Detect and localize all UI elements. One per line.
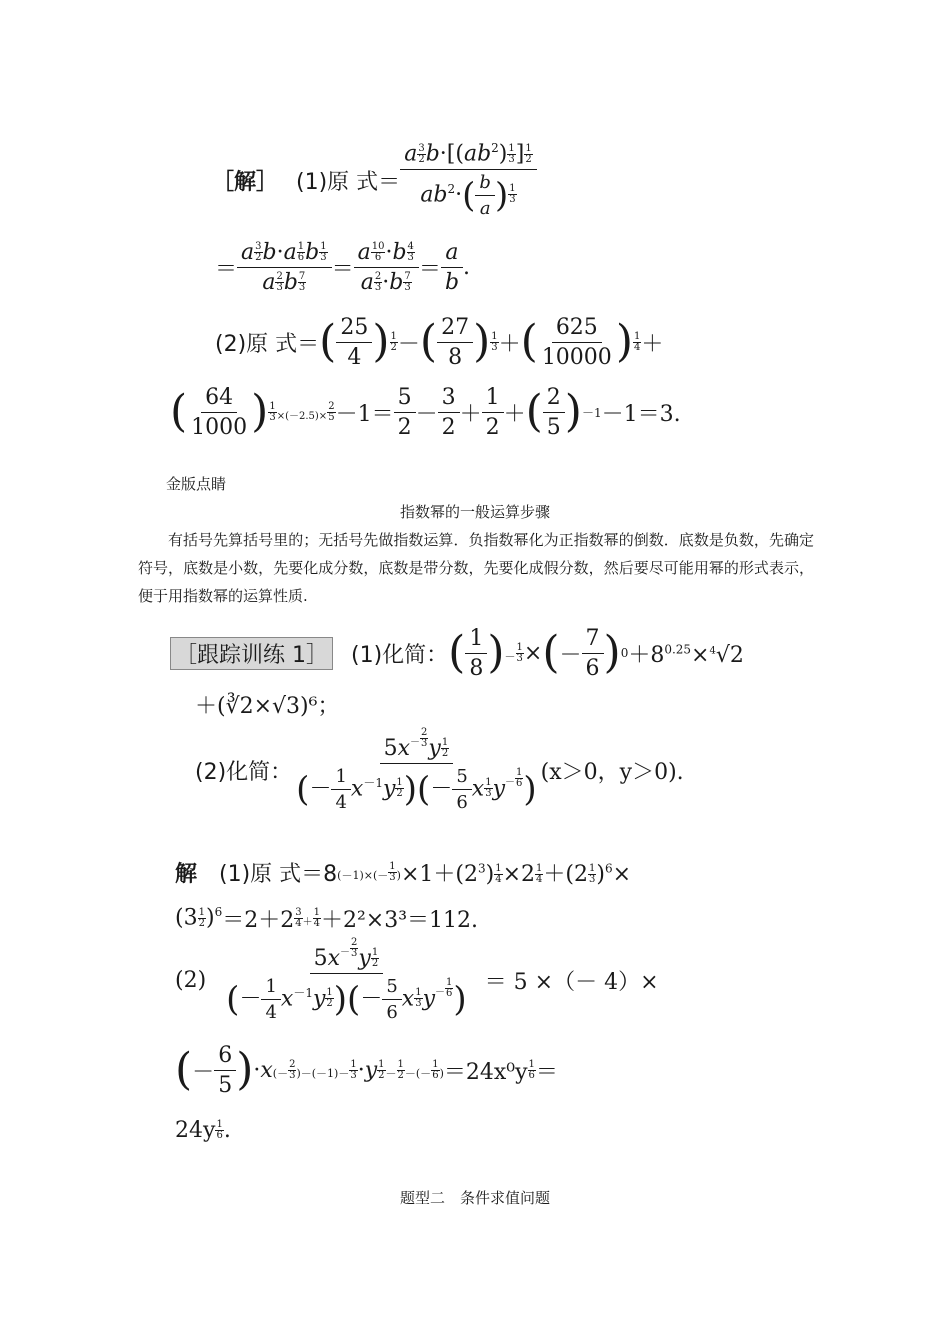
exercise-label: ［跟踪训练 1］	[170, 637, 333, 670]
fraction-step2: a $\frac{3}{2}$ b·a $\frac{1}{6}$ b $\frac{1}{3}$ a $\frac{2}{3}$ b $\frac{7}{3}$	[237, 240, 332, 295]
solution2-eq24: ＝24x⁰y	[443, 1059, 528, 1085]
solution2-line1: 解 (1)原 式＝8 (－1)×(－ $\frac{1}{3}$ ) $\times 1+(2^3)$ $\frac{1}{4}$ ×2 $\frac{1}{4}$ ＋(2 $\frac{1}{3}$ )$^6$×	[175, 852, 631, 892]
solution1-line3: (2)原 式＝ ( $\frac{25}{4}$ ) 1 2 － ( $\frac{27}{8}$ ) 1 3 ＋ ( $\frac{625}{10000}$ ) 1 4 ＋	[215, 314, 664, 370]
part2-label: (2)原 式＝	[215, 331, 320, 357]
fraction-step3: a $\frac{10}{6}$ ·b $\frac{4}{3}$ a $\frac{2}{3}$ ·b $\frac{7}{3}$	[354, 240, 419, 295]
equals-sign: ＝	[331, 256, 354, 282]
solution2-fraction: $5x^{- \frac{2}{3}}$ y $\frac{1}{2}$ (－ $\frac{1}{4}$ $x^{-1}y$ $\frac{1}{2}$ )(－ $\frac{5}{6}$ x $\frac{1}{3}$ $y^{- \frac{1}{6}}$ )	[226, 936, 467, 1023]
solution1-line2	[215, 232, 470, 302]
part1-label: (1)原 式＝	[296, 169, 401, 195]
solution2-line1-text: (1)原 式＝8	[219, 861, 338, 887]
tip-title: 指数幂的一般运算步骤	[399, 503, 550, 521]
solution2-part2-label: (2)	[175, 967, 207, 993]
equals-sign: ＝	[418, 256, 441, 282]
tip-paragraph: 有括号先算括号里的；无括号先做指数运算．负指数幂化为正指数幂的倒数．底数是负数，先确定符号，底数是小数，先要化成分数，底数是带分数，先要化成假分数，然后要尽可能用幂的形式表示，便于用指数幂的运算性质.	[138, 531, 814, 605]
exercise-part2: (2)化简：	[195, 759, 293, 785]
solution2-line4: ( － $\frac{6}{5}$ ) ·x (－ $\frac{2}{3}$ )－(－1)－ $\frac{1}{3}$ ·y $\frac{1}{2}$ － $\frac{1}{2}$ －(－ $\frac{1}{6}$ ) ＝24x⁰y 1 6 ＝	[175, 1042, 558, 1098]
exercise-fraction: $5x^{- \frac{2}{3}}$ y $\frac{1}{2}$ (－ $\frac{1}{4}$ $x^{-1}y$ $\frac{1}{2}$ )(－ $\frac{5}{6}$ x $\frac{1}{3}$ $y^{- \frac{1}{6}}$ )	[296, 726, 537, 813]
fraction-result: $\frac{a}{b}$	[441, 240, 463, 295]
equals-sign: ＝	[215, 256, 238, 282]
part2-minus-one: －1＝	[335, 401, 394, 427]
solution2-line2-end: ＋2²×3³＝112.	[320, 907, 479, 933]
solution2-line5: 24y 1 6 .	[175, 1117, 231, 1143]
exercise-line2: ＋(∛2×√3)⁶；	[195, 693, 340, 719]
solution1-line1	[212, 140, 537, 220]
solution2-line3	[175, 936, 659, 1023]
final-result: －1＝3.	[601, 401, 681, 427]
solution2-last: 24y	[175, 1117, 216, 1143]
tip-heading: 金版点睛	[166, 475, 227, 493]
solution2-line2: (3 $\frac{1}{2}$ )$^6$ ＝2＋2 $\frac{3}{4}$ ＋ $\frac{1}{4}$ ＋2²×3³＝112.	[175, 898, 478, 938]
solution-bracket-label: ［解］	[212, 169, 279, 195]
solution2-part2-rhs: ＝ 5 ×（－ 4）×	[484, 969, 659, 995]
solution2-label: 解	[175, 861, 198, 887]
exercise-condition: (x＞0，y＞0).	[540, 759, 684, 785]
exercise-line3	[195, 726, 684, 813]
exercise-line1: ［跟踪训练 1］ (1)化简： ( $\frac{1}{8}$ ) － $\frac{1}{3}$ × ( － $\frac{7}{6}$ ) 0 $+8^{0.25}\times^4√2$	[170, 625, 744, 681]
period: .	[463, 254, 471, 280]
exercise-part1: (1)化简：	[351, 642, 449, 668]
solution1-line4: ( $\frac{64}{1000}$ ) $\frac{1}{3}$ ×(－2.5)× $\frac{2}{5}$ －1＝ $\frac{5}{2}$ － $\frac{3}{2}$ ＋ $\frac{1}{2}$ ＋ ( $\frac{2}{5}$ ) －1 －1＝3.	[170, 384, 681, 440]
fraction-part1: a $\frac{3}{2}$ $b\cdot[(ab^2)$ $\frac{1}{3}$ ] $\frac{1}{2}$ $ab^2\cdot$( $\frac{b}{a}$ ) $\frac{1}{3}$	[400, 141, 537, 218]
section-heading: 题型二 条件求值问题	[399, 1189, 550, 1207]
solution2-line2-text: ＝2＋2	[222, 907, 295, 933]
